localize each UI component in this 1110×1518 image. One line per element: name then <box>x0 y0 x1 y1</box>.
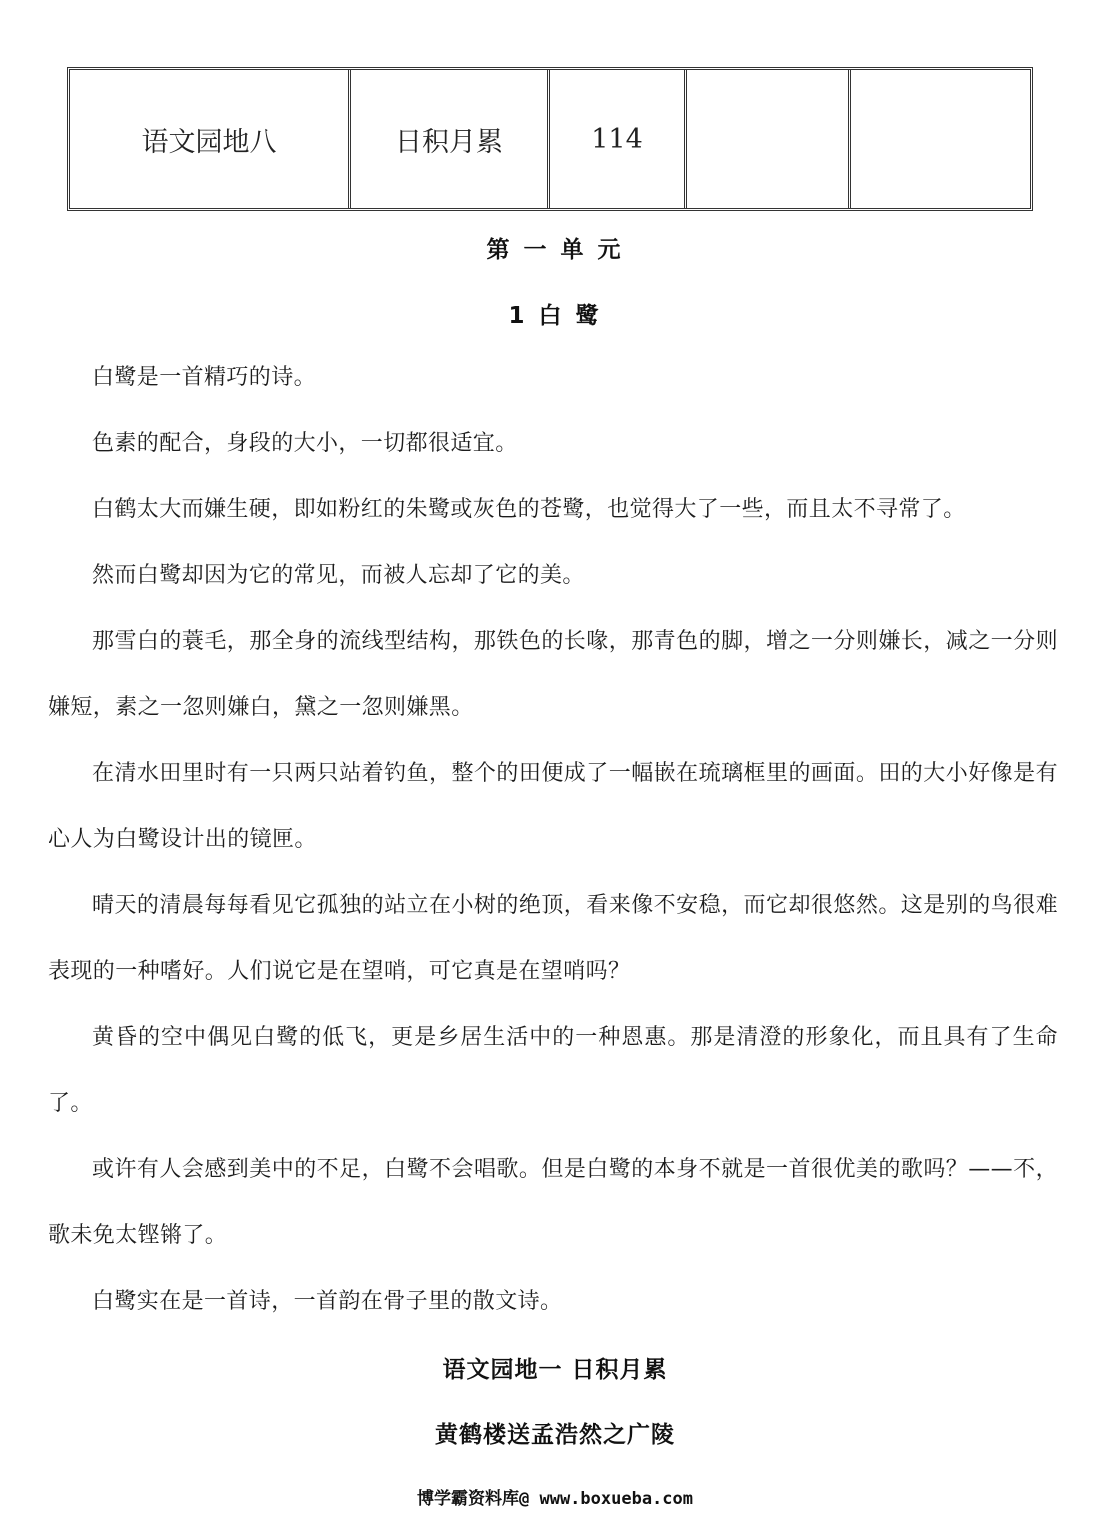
poem-title: 黄鹤楼送孟浩然之广陵 <box>435 1422 675 1448</box>
section-heading: 语文园地一 日积月累 <box>442 1357 668 1383</box>
footer-watermark: 博学霸资料库@ www.boxueba.com <box>417 1489 693 1509</box>
table-row <box>70 70 1030 208</box>
contents-table <box>67 67 1033 211</box>
paragraph: 白鹭实在是一首诗，一首韵在骨子里的散文诗。 <box>92 1289 563 1314</box>
lesson-heading: 1 白 鹭 <box>508 303 602 329</box>
paragraph: 或许有人会感到美中的不足，白鹭不会唱歌。但是白鹭的本身不就是一首很优美的歌吗？——不，歌未免太铿锵了。 <box>48 1157 1058 1248</box>
paragraph: 黄昏的空中偶见白鹭的低飞，更是乡居生活中的一种恩惠。那是清澄的形象化，而且具有了生命了。 <box>48 1025 1058 1116</box>
table-cell-page: 114 <box>550 70 687 208</box>
table-cell-empty-2 <box>851 70 1030 208</box>
table-cell-section: 语文园地八 <box>70 70 351 208</box>
table-cell-empty-1 <box>687 70 851 208</box>
paragraph: 白鹭是一首精巧的诗。 <box>92 365 317 390</box>
unit-heading: 第 一 单 元 <box>486 237 624 263</box>
paragraph: 那雪白的蓑毛，那全身的流线型结构，那铁色的长喙，那青色的脚，增之一分则嫌长，减之一分则嫌短，素之一忽则嫌白，黛之一忽则嫌黑。 <box>48 629 1058 720</box>
paragraph: 白鹤太大而嫌生硬，即如粉红的朱鹭或灰色的苍鹭，也觉得大了一些，而且太不寻常了。 <box>92 497 966 522</box>
paragraph: 在清水田里时有一只两只站着钓鱼，整个的田便成了一幅嵌在琉璃框里的画面。田的大小好像是有心人为白鹭设计出的镜匣。 <box>48 761 1058 852</box>
paragraph: 晴天的清晨每每看见它孤独的站立在小树的绝顶，看来像不安稳，而它却很悠然。这是别的鸟很难表现的一种嗜好。人们说它是在望哨，可它真是在望哨吗？ <box>48 893 1058 984</box>
paragraph: 然而白鹭却因为它的常见，而被人忘却了它的美。 <box>92 563 585 588</box>
table-cell-topic: 日积月累 <box>351 70 550 208</box>
paragraph: 色素的配合，身段的大小，一切都很适宜。 <box>92 431 518 456</box>
